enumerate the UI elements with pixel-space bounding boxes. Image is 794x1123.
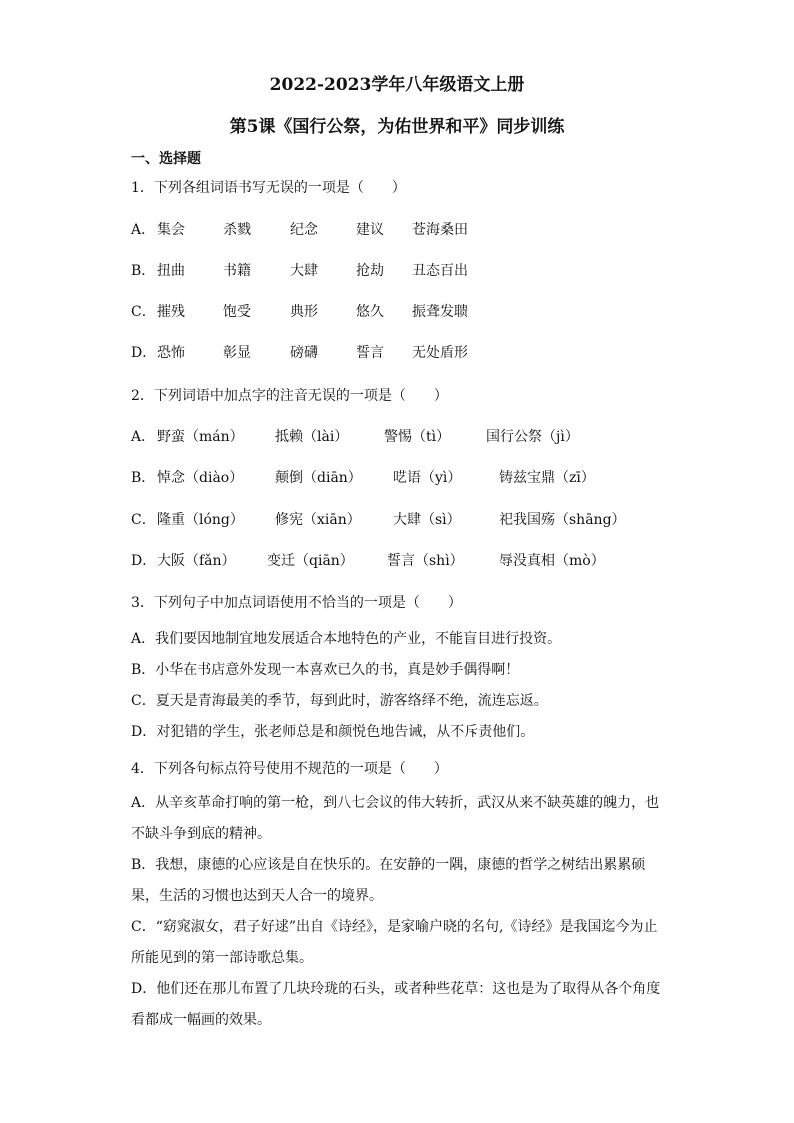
option-letter: A． [131, 429, 156, 445]
option-word: 呓语（yì） [393, 470, 462, 486]
question-3-stem: 3．下列句子中加点词语使用不恰当的一项是（ ） [131, 595, 462, 611]
option-word: 杀戮 [223, 222, 251, 238]
option-letter: C． [131, 512, 156, 528]
question-1-option-b [131, 260, 691, 280]
option-word: 抢劫 [356, 263, 384, 279]
question-2-option-a [131, 426, 691, 446]
option-word: 恐怖 [157, 345, 185, 361]
lesson-title: 第5课《国行公祭，为佑世界和平》同步训练 [229, 117, 565, 137]
question-4-option-d: D．他们还在那儿布置了几块玲珑的石头，或者种些花草：这也是为了取得从各个角度看都成一幅画的效果。 [131, 981, 661, 1028]
option-word: 集会 [157, 222, 185, 238]
option-word: 悼念（diào） [157, 470, 244, 486]
question-4-stem: 4．下列各句标点符号使用不规范的一项是（ ） [131, 761, 448, 777]
question-3-option-d: D．对犯错的学生，张老师总是和颜悦色地告诫，从不斥责他们。 [131, 724, 535, 740]
question-3-option-c: C．夏天是青海最美的季节，每到此时，游客络绎不绝，流连忘返。 [131, 693, 548, 709]
option-word: 颠倒（diān） [275, 470, 362, 486]
option-word: 抵赖（lài） [275, 429, 349, 445]
option-word: 祀我国殇（shāng） [499, 512, 626, 528]
option-letter: A． [131, 222, 156, 238]
option-word: 大肆 [290, 263, 318, 279]
option-word: 纪念 [290, 222, 318, 238]
option-word: 隆重（lóng） [157, 512, 244, 528]
option-word: 扭曲 [157, 263, 185, 279]
option-word: 大阪（fǎn） [157, 553, 236, 569]
option-word: 书籍 [223, 263, 251, 279]
question-1-stem: 1．下列各组词语书写无误的一项是（ ） [131, 180, 406, 196]
option-word: 变迁（qiān） [267, 553, 354, 569]
question-4-option-a: A．从辛亥革命打响的第一枪，到八七会议的伟大转折，武汉从来不缺英雄的魄力，也不缺斗争到底的精神。 [131, 795, 660, 842]
option-word: 大肆（sì） [393, 512, 461, 528]
option-word: 建议 [356, 222, 384, 238]
option-word: 誓言（shì） [387, 553, 464, 569]
option-word: 典形 [290, 304, 318, 320]
option-word: 国行公祭（jì） [486, 429, 579, 445]
option-letter: B． [131, 263, 156, 279]
question-3-option-b: B．小华在书店意外发现一本喜欢已久的书，真是妙手偶得啊！ [131, 662, 520, 678]
option-word: 磅礴 [290, 345, 318, 361]
option-letter: D． [131, 553, 157, 569]
option-word: 修宪（xiān） [275, 512, 361, 528]
question-2-option-b [131, 467, 691, 487]
option-letter: B． [131, 470, 156, 486]
option-word: 摧残 [157, 304, 185, 320]
section-heading: 一、选择题 [131, 151, 201, 167]
option-word: 誓言 [356, 345, 384, 361]
option-word: 苍海桑田 [412, 222, 468, 238]
option-word: 悠久 [356, 304, 384, 320]
option-letter: D． [131, 345, 157, 361]
question-2-option-d [131, 550, 691, 570]
option-word: 无处盾形 [412, 345, 468, 361]
option-word: 彰显 [223, 345, 251, 361]
option-word: 丑态百出 [412, 263, 468, 279]
question-2-option-c [131, 509, 691, 529]
option-word: 野蛮（mán） [157, 429, 244, 445]
question-4-option-c: C．“窈窕淑女，君子好逑”出自《诗经》，是家喻户晓的名句,《诗经》是我国迄今为止所能见到的第一部诗歌总集。 [131, 919, 658, 966]
option-word: 铸兹宝鼎（zī） [499, 470, 595, 486]
question-1-option-c [131, 301, 691, 321]
option-word: 振聋发聩 [412, 304, 468, 320]
question-3-option-a: A．我们要因地制宜地发展适合本地特色的产业，不能盲目进行投资。 [131, 631, 562, 647]
question-1-option-d [131, 342, 691, 362]
option-word: 警惕（tì） [384, 429, 451, 445]
option-word: 辱没真相（mò） [499, 553, 605, 569]
document-title: 2022-2023学年八年级语文上册 [269, 75, 525, 95]
option-word: 饱受 [223, 304, 251, 320]
question-4-option-b: B．我想，康德的心应该是自在快乐的。在安静的一隅，康德的哲学之树结出累累硕果，生活的习惯也达到天人合一的境界。 [131, 857, 646, 904]
question-2-stem: 2．下列词语中加点字的注音无误的一项是（ ） [131, 388, 448, 404]
option-letter: C． [131, 304, 156, 320]
question-1-option-a [131, 219, 691, 239]
